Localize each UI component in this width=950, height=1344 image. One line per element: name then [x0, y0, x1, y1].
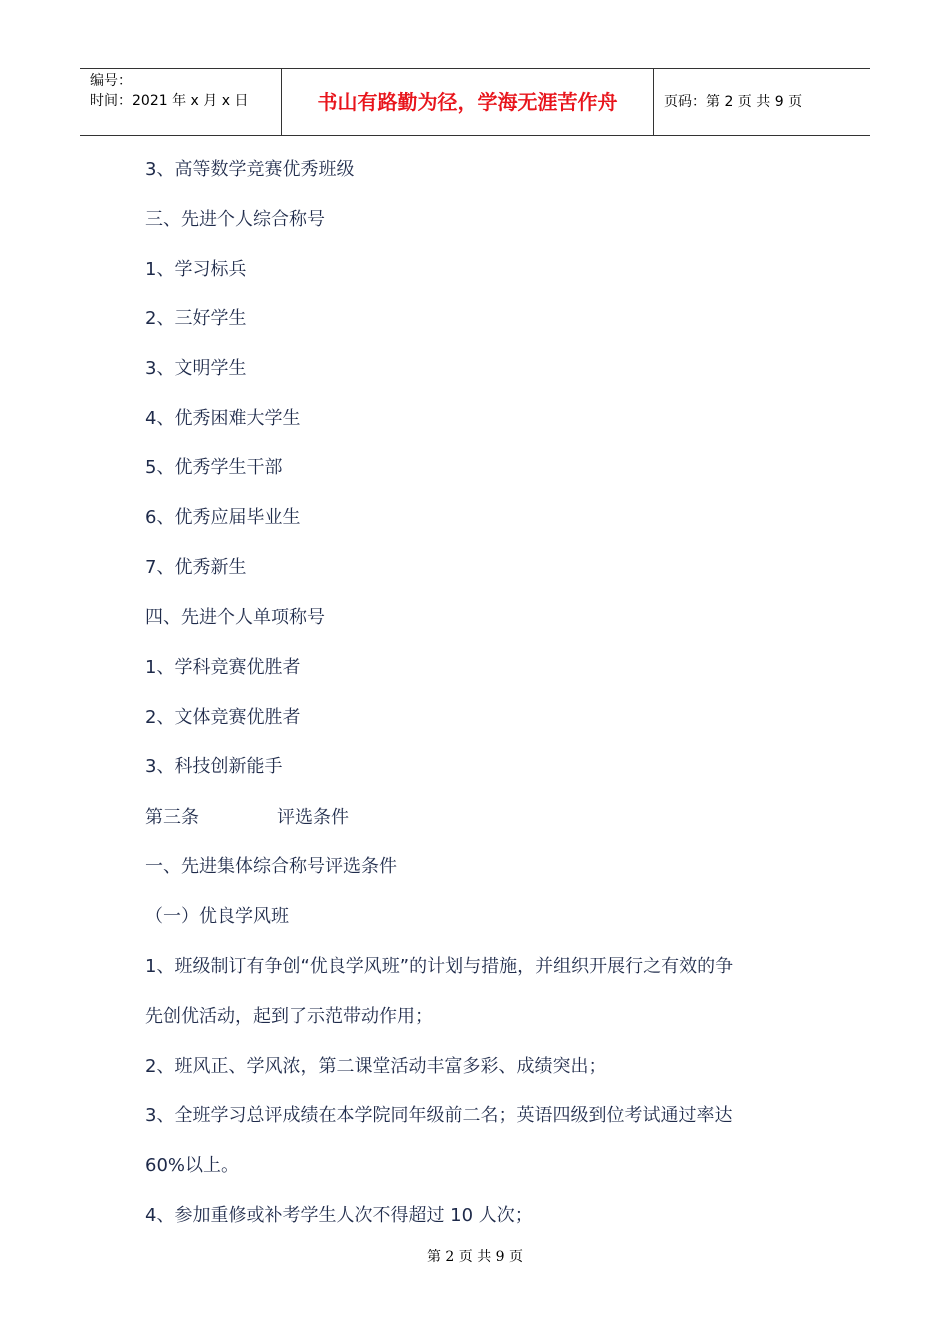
article-heading: [145, 806, 349, 830]
criteria-item-3-line-2: 60%以上。: [145, 1155, 240, 1176]
body-line: 三、先进个人综合称号: [145, 209, 325, 230]
body-line: 3、文明学生: [145, 358, 247, 379]
body-line: 4、优秀困难大学生: [145, 408, 301, 429]
header-meta: [80, 69, 282, 135]
page-footer: 第 2 页 共 9 页: [426, 1249, 524, 1265]
criteria-item-2: 2、班风正、学风浓，第二课堂活动丰富多彩、成绩突出；: [145, 1056, 607, 1077]
article-number: 第三条: [145, 807, 199, 828]
body-line: 5、优秀学生干部: [145, 457, 283, 478]
body-line: 2、三好学生: [145, 308, 247, 329]
header-motto: 书山有路勤为径，学海无涯苦作舟: [282, 69, 654, 135]
criteria-item-4: 4、参加重修或补考学生人次不得超过 10 人次；: [145, 1205, 533, 1226]
criteria-item-1-line-1: 1、班级制订有争创“优良学风班”的计划与措施，并组织开展行之有效的争: [145, 956, 734, 977]
criteria-item-1-line-2: 先创优活动，起到了示范带动作用；: [145, 1006, 433, 1027]
body-line: 3、科技创新能手: [145, 756, 283, 777]
body-line: 1、学科竞赛优胜者: [145, 657, 301, 678]
header-page-info: 页码：第 2 页 共 9 页: [664, 94, 803, 110]
body-line: 2、文体竞赛优胜者: [145, 707, 301, 728]
body-line: 3、高等数学竞赛优秀班级: [145, 159, 355, 180]
page-header: [80, 68, 870, 136]
section-heading: 一、先进集体综合称号评选条件: [145, 856, 397, 877]
article-title: 评选条件: [277, 807, 349, 828]
body-line: 四、先进个人单项称号: [145, 607, 325, 628]
body-line: 6、优秀应届毕业生: [145, 507, 301, 528]
document-date: 时间：2021 年 x 月 x 日: [90, 93, 249, 109]
subsection-heading: （一）优良学风班: [145, 906, 289, 927]
body-line: 1、学习标兵: [145, 259, 247, 280]
document-number-label: 编号：: [90, 73, 132, 89]
criteria-item-3-line-1: 3、全班学习总评成绩在本学院同年级前二名；英语四级到位考试通过率达: [145, 1105, 733, 1126]
body-line: 7、优秀新生: [145, 557, 247, 578]
